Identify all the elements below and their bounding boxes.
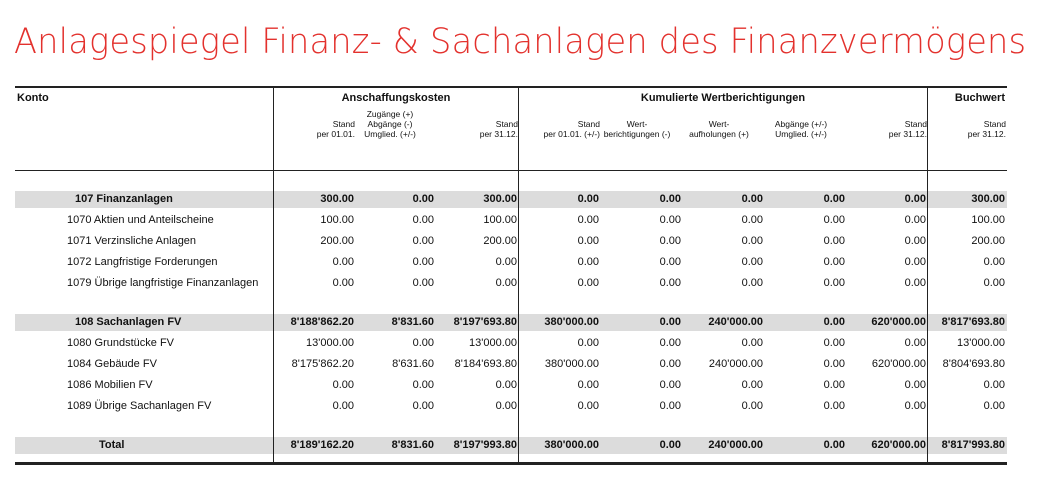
row-value: 300.00 (320, 193, 354, 205)
row-value: 0.00 (904, 337, 926, 349)
row-value: 0.00 (659, 358, 681, 370)
header-kumulierte-wertberichtigungen: Kumulierte Wertberichtigungen (640, 92, 806, 104)
header-rule (15, 170, 1007, 171)
row-value: 0.00 (823, 235, 845, 247)
row-value: 0.00 (412, 235, 434, 247)
row-value: 620'000.00 (871, 358, 926, 370)
row-value: 0.00 (577, 379, 599, 391)
column-subheader: Zugänge (+) Abgänge (-) Umglied. (+/-) (364, 109, 416, 139)
row-value: 0.00 (577, 337, 599, 349)
row-value: 0.00 (412, 400, 434, 412)
row-value: 0.00 (904, 277, 926, 289)
column-subheader: Stand per 31.12. (479, 119, 518, 139)
header-konto: Konto (17, 92, 49, 104)
row-label: 108 Sachanlagen FV (75, 316, 182, 328)
row-value: 13'000.00 (469, 337, 517, 349)
row-value: 200.00 (483, 235, 517, 247)
row-value: 8'631.60 (392, 358, 434, 370)
asset-table (15, 86, 1007, 465)
column-subheader: Stand per 01.01. (316, 119, 355, 139)
row-value: 0.00 (412, 277, 434, 289)
row-value: 240'000.00 (708, 439, 763, 451)
row-label: 1072 Langfristige Forderungen (67, 256, 218, 268)
column-subheader: Stand per 31.12. (888, 119, 927, 139)
row-value: 0.00 (741, 337, 763, 349)
row-value: 8'197'993.80 (453, 439, 517, 451)
row-value: 0.00 (823, 214, 845, 226)
row-value: 0.00 (577, 214, 599, 226)
row-value: 100.00 (971, 214, 1005, 226)
row-value: 0.00 (741, 214, 763, 226)
row-value: 0.00 (659, 337, 681, 349)
row-value: 0.00 (983, 379, 1005, 391)
row-value: 13'000.00 (306, 337, 354, 349)
row-value: 240'000.00 (708, 358, 763, 370)
row-value: 100.00 (320, 214, 354, 226)
row-value: 0.00 (332, 379, 354, 391)
row-value: 0.00 (577, 235, 599, 247)
row-value: 8'817'993.80 (941, 439, 1005, 451)
row-label: 1071 Verzinsliche Anlagen (67, 235, 197, 247)
row-value: 0.00 (659, 316, 681, 328)
row-value: 0.00 (659, 277, 681, 289)
row-value: 0.00 (412, 337, 434, 349)
row-value: 380'000.00 (544, 358, 599, 370)
row-value: 0.00 (741, 256, 763, 268)
row-value: 8'817'693.80 (941, 316, 1005, 328)
row-value: 0.00 (495, 256, 517, 268)
row-value: 0.00 (412, 256, 434, 268)
row-label: 1079 Übrige langfristige Finanzanlagen (67, 277, 259, 289)
row-value: 0.00 (741, 235, 763, 247)
row-value: 0.00 (904, 379, 926, 391)
row-value: 0.00 (332, 400, 354, 412)
row-value: 0.00 (823, 277, 845, 289)
column-subheader: Wert- aufholungen (+) (689, 119, 749, 139)
row-value: 8'189'162.20 (290, 439, 354, 451)
row-value: 0.00 (741, 379, 763, 391)
row-value: 0.00 (577, 256, 599, 268)
row-value: 0.00 (823, 358, 845, 370)
row-value: 0.00 (823, 256, 845, 268)
row-value: 300.00 (483, 193, 517, 205)
row-value: 620'000.00 (871, 439, 926, 451)
row-value: 380'000.00 (544, 439, 599, 451)
row-label: 1080 Grundstücke FV (67, 337, 175, 349)
row-value: 8'184'693.80 (454, 358, 517, 370)
row-value: 0.00 (983, 277, 1005, 289)
row-value: 0.00 (659, 214, 681, 226)
row-value: 200.00 (320, 235, 354, 247)
page-title: Anlagespiegel Finanz- & Sachanlagen des Finanzvermögens (14, 22, 1027, 62)
row-value: 0.00 (659, 439, 681, 451)
row-value: 0.00 (412, 379, 434, 391)
row-value: 8'175'862.20 (291, 358, 354, 370)
row-value: 0.00 (983, 400, 1005, 412)
row-value: 620'000.00 (871, 316, 926, 328)
row-value: 0.00 (741, 400, 763, 412)
row-value: 0.00 (904, 256, 926, 268)
row-value: 0.00 (904, 214, 926, 226)
row-value: 0.00 (659, 379, 681, 391)
row-value: 0.00 (577, 193, 599, 205)
row-value: 0.00 (823, 439, 845, 451)
row-value: 200.00 (971, 235, 1005, 247)
header-anschaffungskosten: Anschaffungskosten (341, 92, 451, 104)
row-value: 8'188'862.20 (290, 316, 354, 328)
row-value: 0.00 (332, 256, 354, 268)
row-value: 380'000.00 (544, 316, 599, 328)
row-value: 0.00 (904, 193, 926, 205)
row-value: 0.00 (823, 193, 845, 205)
row-value: 0.00 (823, 379, 845, 391)
row-value: 0.00 (904, 235, 926, 247)
row-value: 0.00 (823, 337, 845, 349)
row-value: 100.00 (483, 214, 517, 226)
row-value: 8'831.60 (391, 316, 434, 328)
row-label: 1086 Mobilien FV (67, 379, 153, 391)
row-value: 240'000.00 (708, 316, 763, 328)
row-value: 0.00 (659, 256, 681, 268)
column-subheader: Wert- berichtigungen (-) (603, 119, 671, 139)
row-value: 0.00 (741, 193, 763, 205)
row-value: 300.00 (971, 193, 1005, 205)
row-label: 1070 Aktien und Anteilscheine (67, 214, 214, 226)
row-value: 13'000.00 (957, 337, 1005, 349)
row-value: 0.00 (495, 400, 517, 412)
row-value: 0.00 (412, 214, 434, 226)
row-value: 0.00 (332, 277, 354, 289)
column-subheader: Abgänge (+/-) Umglied. (+/-) (774, 119, 828, 139)
row-value: 0.00 (659, 235, 681, 247)
row-value: 0.00 (495, 379, 517, 391)
row-value: 8'831.60 (391, 439, 434, 451)
row-value: 8'197'693.80 (453, 316, 517, 328)
row-value: 0.00 (495, 277, 517, 289)
row-label: 1084 Gebäude FV (67, 358, 157, 370)
row-value: 0.00 (412, 193, 434, 205)
column-subheader: Stand per 31.12. (967, 119, 1006, 139)
row-value: 0.00 (577, 400, 599, 412)
row-label: Total (99, 439, 125, 451)
row-value: 8'804'693.80 (942, 358, 1005, 370)
row-value: 0.00 (659, 400, 681, 412)
row-value: 0.00 (741, 277, 763, 289)
row-value: 0.00 (904, 400, 926, 412)
header-buchwert: Buchwert (954, 92, 1005, 104)
row-label: 107 Finanzanlagen (75, 193, 173, 205)
row-value: 0.00 (983, 256, 1005, 268)
row-label: 1089 Übrige Sachanlagen FV (67, 400, 212, 412)
row-value: 0.00 (577, 277, 599, 289)
row-value: 0.00 (659, 193, 681, 205)
row-value: 0.00 (823, 400, 845, 412)
row-value: 0.00 (823, 316, 845, 328)
column-subheader: Stand per 01.01. (+/-) (543, 119, 600, 139)
